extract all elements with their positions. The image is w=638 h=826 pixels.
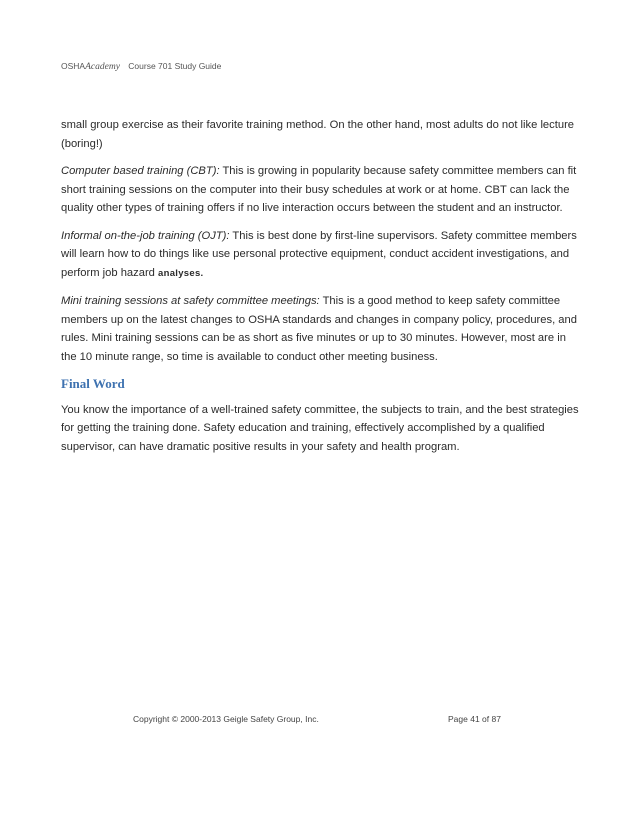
- header-course-title: Course 701 Study Guide: [128, 61, 222, 71]
- paragraph-intro: small group exercise as their favorite training method. On the other hand, most adults do not like lecture (boring!): [61, 119, 575, 150]
- paragraph-mini-sessions: [61, 292, 581, 366]
- header-brand-academy-rest: cademy: [90, 62, 120, 72]
- header-brand-osha: OSHA: [61, 61, 86, 71]
- header-brand-academy-initial: A: [85, 62, 91, 72]
- text-mini-sessions: This is a good method to keep safety committee members up on the latest changes to OSHA standards and changes in company policy, procedures, and rules. Mini training sessions can be as short as five minutes or up to 30 minutes. However, most are in the 10 minute range, so time is available to conduct other meeting business.: [61, 295, 577, 363]
- footer-copyright: Copyright © 2000-2013 Geigle Safety Group, Inc.: [133, 714, 319, 724]
- text-ojt-tail: analyses.: [158, 267, 204, 279]
- page-footer: [133, 714, 513, 724]
- paragraph-final-word: You know the importance of a well-trained safety committee, the subjects to train, and the best strategies for getting the training done. Safety education and training, effectively accomplished by a qualified supervisor, can have dramatic positive results in your safety and health program.: [61, 403, 579, 453]
- footer-page-number: Page 41 of 87: [448, 714, 501, 724]
- term-mini-sessions: Mini training sessions at safety committee meetings:: [61, 295, 320, 307]
- term-ojt: Informal on-the-job training (OJT):: [61, 229, 230, 242]
- text-ojt: This is best done by first-line supervisors. Safety committee members will learn how to do things like use personal protective equipment, conduct accident investigations, and perform job hazard: [61, 229, 577, 279]
- paragraph-cbt: [61, 162, 581, 218]
- text-cbt: This is growing in popularity because safety committee members can fit short training sessions on the computer into their busy schedules at work or at home. CBT can lack the quality other types of training offers if no live interaction occurs between the student and an instructor.: [61, 165, 577, 214]
- page-header: [61, 61, 221, 72]
- page-body: [61, 116, 581, 465]
- section-heading-final-word: Final Word: [61, 376, 125, 391]
- paragraph-ojt: [61, 227, 581, 284]
- header-brand-academy: [85, 62, 120, 72]
- term-cbt: Computer based training (CBT):: [61, 165, 220, 177]
